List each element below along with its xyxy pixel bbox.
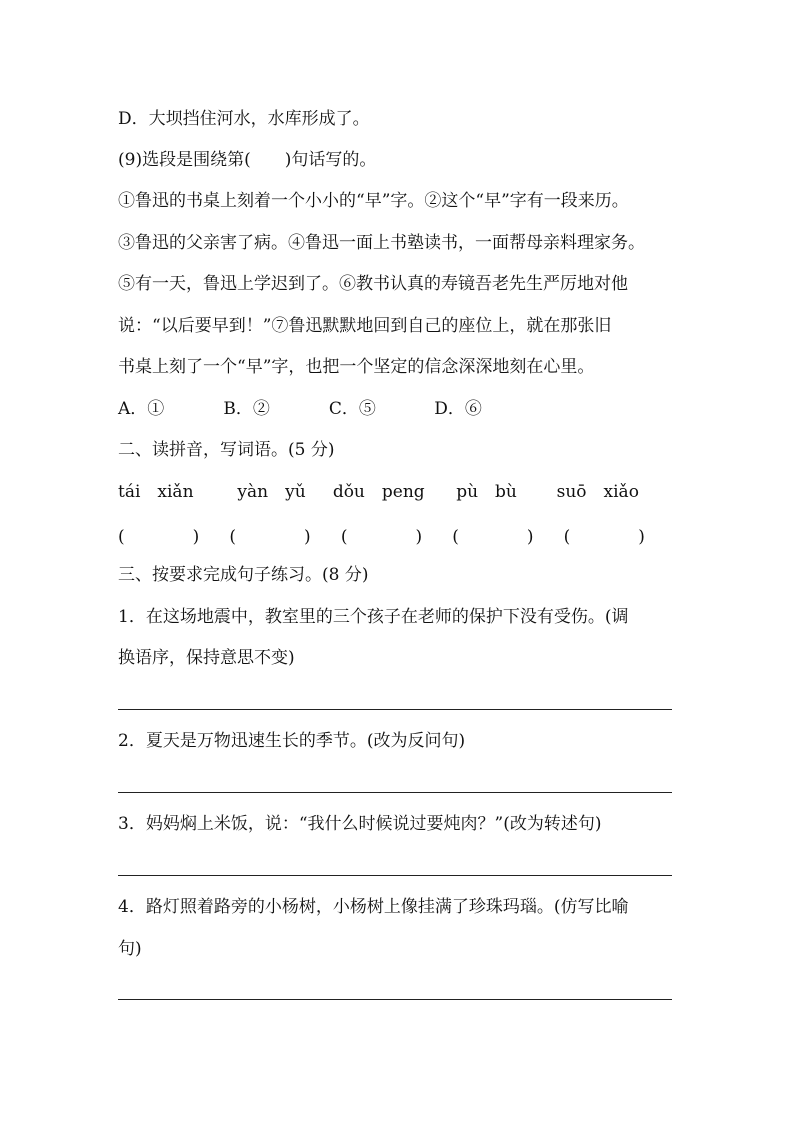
passage-line-4: 说：“以后要早到！”⑦鲁迅默默地回到自己的座位上，就在那张旧: [118, 316, 612, 336]
question-4-line-2: 句): [118, 939, 142, 959]
question-1-line-2: 换语序，保持意思不变): [118, 648, 295, 668]
answer-blank-1[interactable]: ( ): [118, 527, 200, 547]
choice-a[interactable]: A．①: [118, 399, 165, 419]
question-2-text: 2．夏天是万物迅速生长的季节。(改为反问句): [118, 731, 466, 751]
choice-b[interactable]: B．②: [223, 399, 270, 419]
answer-line-1[interactable]: [118, 709, 672, 710]
pinyin-1: tái xiǎn: [118, 482, 194, 502]
question-4-line-1: 4．路灯照着路旁的小杨树，小杨树上像挂满了珍珠玛瑙。(仿写比喻: [118, 897, 629, 917]
choice-d[interactable]: D．⑥: [434, 399, 482, 419]
answer-line-3[interactable]: [118, 875, 672, 876]
answer-blank-5[interactable]: ( ): [563, 527, 645, 547]
answer-line-4[interactable]: [118, 999, 672, 1000]
option-d-text: D．大坝挡住河水，水库形成了。: [118, 109, 370, 129]
answer-line-2[interactable]: [118, 792, 672, 793]
passage-line-5: 书桌上刻了一个“早”字，也把一个坚定的信念深深地刻在心里。: [118, 357, 595, 377]
pinyin-5: suō xiǎo: [556, 482, 639, 502]
section-2-title: 二、读拼音，写词语。(5 分): [118, 440, 335, 460]
question-3-text: 3．妈妈焖上米饭，说：“我什么时候说过要炖肉？”(改为转述句): [118, 814, 602, 834]
question-1-line-1: 1．在这场地震中，教室里的三个孩子在老师的保护下没有受伤。(调: [118, 607, 629, 627]
pinyin-3: dǒu peng: [332, 482, 425, 502]
section-3-title: 三、按要求完成句子练习。(8 分): [118, 565, 369, 585]
answer-blank-2[interactable]: ( ): [229, 527, 311, 547]
answer-blanks-row: [118, 522, 678, 547]
passage-line-1: ①鲁迅的书桌上刻着一个小小的“早”字。②这个“早”字有一段来历。: [118, 191, 629, 211]
answer-blank-3[interactable]: ( ): [340, 527, 423, 547]
pinyin-2: yàn yǔ: [237, 482, 306, 502]
pinyin-4: pù bù: [456, 482, 517, 502]
question-9-stem: (9)选段是围绕第( )句话写的。: [118, 150, 377, 170]
question-9-choices: [118, 398, 688, 420]
passage-line-2: ③鲁迅的父亲害了病。④鲁迅一面上书塾读书，一面帮母亲料理家务。: [118, 233, 645, 253]
choice-c[interactable]: C．⑤: [328, 399, 376, 419]
pinyin-row: [118, 481, 688, 503]
passage-line-3: ⑤有一天，鲁迅上学迟到了。⑥教书认真的寿镜吾老先生严厉地对他: [118, 274, 628, 294]
answer-blank-4[interactable]: ( ): [452, 527, 534, 547]
